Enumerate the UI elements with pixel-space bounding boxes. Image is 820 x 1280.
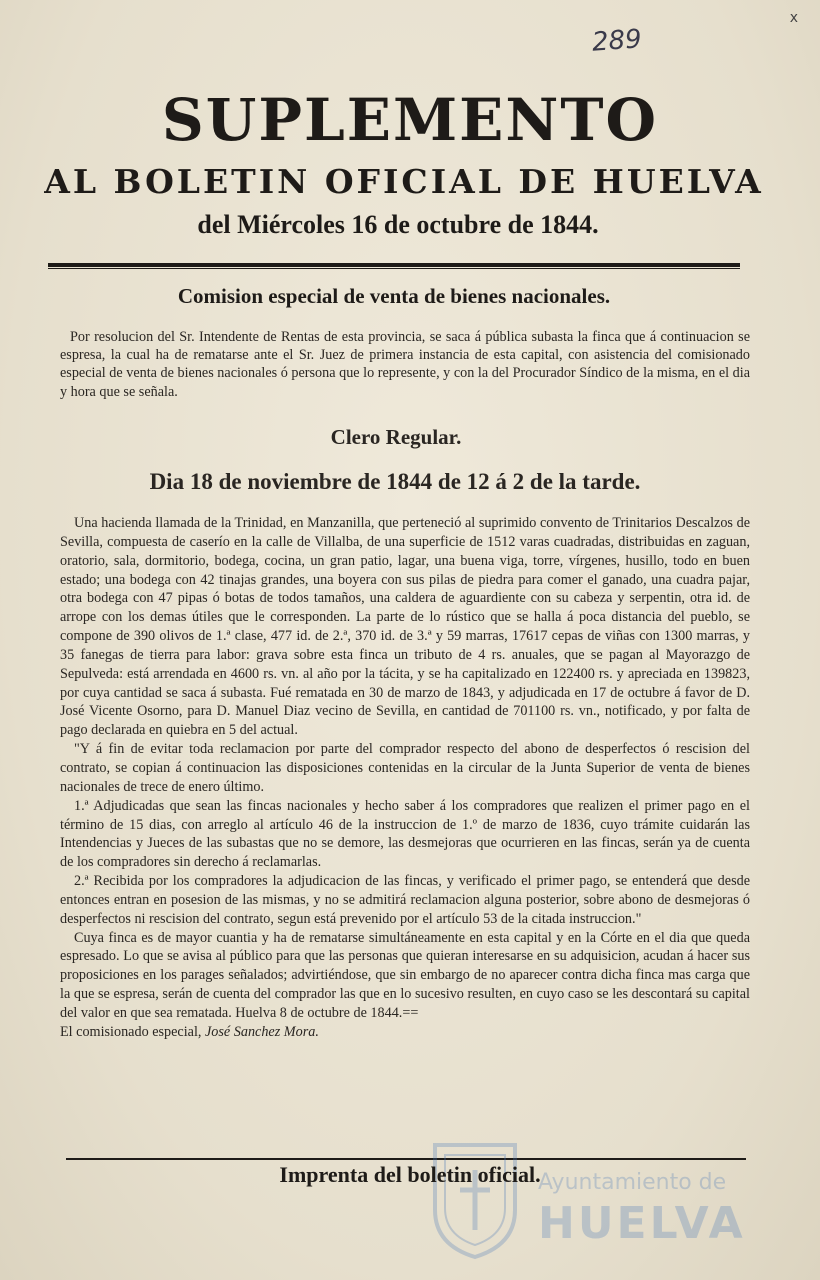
corner-mark: x xyxy=(789,10,798,26)
municipal-watermark xyxy=(430,1140,750,1260)
signature-name: José Sanchez Mora. xyxy=(205,1023,319,1040)
auction-date-heading: Dia 18 de noviembre de 1844 de 12 á 2 de la tarde. xyxy=(149,469,641,494)
watermark-text-top: Ayuntamiento de xyxy=(538,1170,727,1195)
property-description-paragraph: Una hacienda llamada de la Trinidad, en Manzanilla, que perteneció al suprimido convento de Trinitarios Descalzos de Sevilla, compuesta de caserío en la calle de Villalba, de una superficie de 1512 varas cuadradas, distribuidas en zaguan, oratorio, sala, dormitorio, bodega, cocina, un gran patio, lagar, una buena viga, torre, vírgenes, husillo, todo en buen estado; una bodega con 42 tinajas grandes, una boyera con sus pilas de piedra para comer el ganado, una cuadra pajar, otra bodega con 47 pipas ó botas de todos tamaños, una caldera de aguardiente con su cabeza y serpentin, otra id. de arrope con los demas útiles que le corresponden. La parte de lo rústico que se halla á poca distancia del pueblo, se compone de 390 olivos de 1.ª clase, 477 id. de 2.ª, 370 id. de 3.ª y 59 marras, 17617 cepas de viñas con 1300 marras, y 35 fanegas de tierra para labor: grava sobre esta finca un tributo de 4 rs. anuales, que se pagan al Mayorazgo de Sepulveda: está arrendada en 4600 rs. vn. al año por la tácita, y se ha capitalizado en 122400 rs. y apreciada en 139823, por cuya cantidad se saca á subasta. Fué rematada en 30 de marzo de 1843, y adjudicada en 17 de octubre á favor de D. José Vicente Osorno, para D. Manuel Diaz vecino de Sevilla, en cantidad de 701100 rs. vn., notificado, y por falta de pago declarada en quiebra en 5 del actual. xyxy=(60,515,750,739)
body-text xyxy=(60,514,750,1042)
document-title: SUPLEMENTO xyxy=(161,86,659,154)
header-divider xyxy=(48,263,740,267)
signature-line xyxy=(60,1023,750,1042)
shield-icon xyxy=(430,1140,520,1260)
date-line: del Miércoles 16 de octubre de 1844. xyxy=(197,210,599,239)
closing-paragraph: Cuya finca es de mayor cuantia y ha de rematarse simultáneamente en esta capital y en la Córte en el dia que queda espresado. Lo que se avisa al público para que las personas que quieran interesarse en su adquisicion, acudan á hacer sus proposiciones en los parages señalados; advirtiéndose, que sin embargo de no aparecer contra dicha finca mas carga que la que se espresa, serán de cuenta del comprador las que en lo sucesivo resulten, en cuyo caso se les descontará su capital del valor en que sea rematada. Huelva 8 de octubre de 1844.== xyxy=(60,929,750,1021)
signature-label: El comisionado especial, xyxy=(60,1023,202,1040)
header-divider-thin xyxy=(48,268,740,269)
intro-paragraph: Por resolucion del Sr. Intendente de Rentas de esta provincia, se saca á pública subasta la finca que á continuacion se espresa, la cual ha de rematarse ante el Sr. Juez de primera instancia de esta capital, con asistencia del comisionado especial de venta de bienes nacionales ó persona que lo represente, y con la del Procurador Síndico de la misma, en el dia y hora que se señala. xyxy=(60,329,750,400)
handwritten-folio-number: 289 xyxy=(591,24,643,58)
section-title: Comision especial de venta de bienes nacionales. xyxy=(177,284,611,308)
rule-1-paragraph: 1.ª Adjudicadas que sean las fincas nacionales y hecho saber á los compradores que realizen el primer pago en el término de 15 dias, con arreglo al artículo 46 de la instruccion de 1.º de marzo de 1836, cuyo trámite cuidarán las Intendencias y Jueces de las subastas que no se demore, las desmejoras que ocurrieren en las fincas, serán ya de cuenta de los compradores sin derecho á reclamarlas. xyxy=(60,797,750,871)
watermark-text-bottom: HUELVA xyxy=(538,1198,746,1249)
rule-2-paragraph: 2.ª Recibida por los compradores la adjudicacion de las fincas, y verificado el primer pago, se entenderá que desde entonces entran en posesion de las mismas, y no se admitirá reclamacion alguna posterior, sobre abono de desmejoras ó desperfectos ni rescision del contrato, segun está prevenido por el artículo 53 de la citada instruccion." xyxy=(60,873,750,927)
category-heading: Clero Regular. xyxy=(330,425,462,449)
printer-imprint: Imprenta del boletin oficial. xyxy=(279,1162,541,1187)
circular-intro-paragraph: "Y á fin de evitar toda reclamacion por parte del comprador respecto del abono de desperfectos ó rescision del contrato, se copian á continuacion las disposiciones contenidas en la circular de la Junta Superior de venta de bienes nacionales de trece de enero último. xyxy=(60,741,750,795)
document-subtitle: AL BOLETIN OFICIAL DE HUELVA xyxy=(44,162,764,201)
